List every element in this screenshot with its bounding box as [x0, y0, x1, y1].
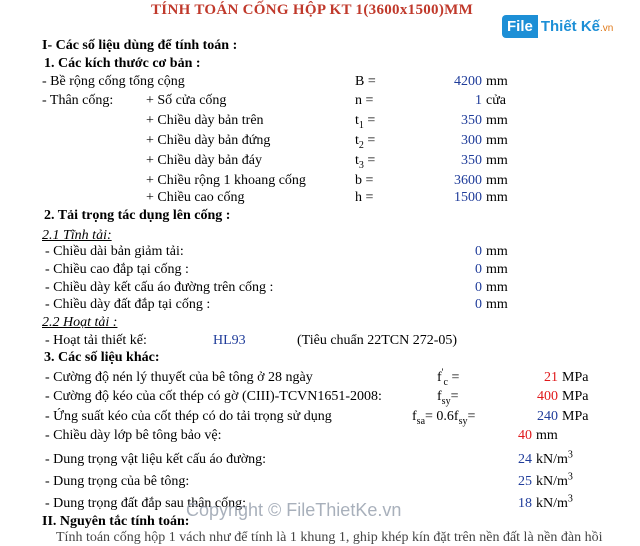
filethietke-logo — [502, 10, 613, 42]
param-label: - Dung trọng vật liệu kết cấu áo đường: — [45, 452, 267, 467]
param-label: - Dung trọng đất đắp sau thân cống: — [45, 496, 247, 511]
section-1-heading: I- Các số liệu dùng để tính toán : — [42, 38, 238, 53]
param-unit: mm — [536, 428, 558, 443]
dim-value: 1 — [475, 93, 482, 108]
static-value: 0 — [475, 244, 482, 259]
dim-unit: mm — [486, 113, 508, 128]
dim-value: 350 — [461, 153, 482, 168]
dim-symbol: $t_3$ = — [355, 153, 376, 171]
logo-name: Thiết Kế — [540, 17, 601, 35]
dim-value: 3600 — [454, 173, 482, 188]
dim-symbol: b = — [355, 173, 374, 188]
static-label: - Chiều dày kết cấu áo đường trên cống : — [45, 280, 274, 295]
dim-label: - Thân cống: — [42, 93, 114, 108]
live-load-standard: (Tiêu chuẩn 22TCN 272-05) — [297, 333, 458, 348]
dim-label-2: + Số cửa cống — [146, 93, 227, 108]
subsection-loads: 2. Tải trọng tác dụng lên cống : — [44, 208, 231, 223]
dim-value: 4200 — [454, 74, 482, 89]
dim-symbol: n = — [355, 93, 374, 108]
copyright-watermark — [186, 500, 401, 521]
dim-value: 300 — [461, 133, 482, 148]
dim-unit: mm — [486, 173, 508, 188]
param-value: 40 — [518, 428, 532, 443]
param-value: 240 — [537, 409, 558, 424]
body-text-line: Tính toán cống hộp 1 vách như để tính là 1 khung 1, ghip khép kín đặt trên nền đất là nền đàn hồi — [56, 530, 603, 545]
param-unit: $kN/m^3$ — [536, 493, 573, 511]
live-load-value: HL93 — [213, 333, 246, 348]
dim-value: 350 — [461, 113, 482, 128]
dim-unit: mm — [486, 133, 508, 148]
static-label: - Chiều dài bản giảm tải: — [45, 244, 184, 259]
dim-label-2: + Chiều dày bản trên — [146, 113, 264, 128]
logo-domain: .vn — [600, 22, 614, 34]
section-2-heading: II. Nguyên tắc tính toán: — [42, 514, 190, 529]
dim-symbol: $t_2$ = — [355, 133, 376, 151]
dim-label: - Bề rộng cống tổng cộng — [42, 74, 185, 89]
dim-unit: mm — [486, 153, 508, 168]
param-symbol: $f_{sa}= 0.6f_{sy}=$ — [412, 409, 476, 427]
dim-unit: cửa — [486, 93, 507, 108]
param-value: 400 — [537, 389, 558, 404]
param-value: 25 — [518, 474, 532, 489]
static-value: 0 — [475, 297, 482, 312]
static-label: - Chiều cao đắp tại cống : — [45, 262, 189, 277]
live-load-title: 2.2 Hoạt tải : — [42, 315, 118, 330]
param-value: 24 — [518, 452, 532, 467]
param-unit: MPa — [562, 409, 589, 424]
param-label: - Dung trọng của bê tông: — [45, 474, 190, 489]
dim-symbol: B = — [355, 74, 376, 89]
subsection-dimensions: 1. Các kích thước cơ bản : — [44, 56, 201, 71]
param-value: 21 — [544, 370, 558, 385]
static-load-title: 2.1 Tĩnh tải: — [42, 228, 112, 243]
static-unit: mm — [486, 244, 508, 259]
static-label: - Chiều dày đất đắp tại cống : — [45, 297, 211, 312]
param-value: 18 — [518, 496, 532, 511]
static-unit: mm — [486, 262, 508, 277]
param-unit: MPa — [562, 370, 589, 385]
param-symbol: $f'_c$ = — [437, 367, 460, 388]
subsection-other: 3. Các số liệu khác: — [44, 350, 160, 365]
dim-symbol: $t_1$ = — [355, 113, 376, 131]
static-value: 0 — [475, 262, 482, 277]
copyright-icon: Copyright © FileThietKe.vn — [186, 500, 402, 520]
static-unit: mm — [486, 280, 508, 295]
dim-label-2: + Chiều cao cống — [146, 190, 245, 205]
param-unit: $kN/m^3$ — [536, 471, 573, 489]
param-symbol: $f_{sy}=$ — [437, 389, 459, 407]
param-unit: MPa — [562, 389, 589, 404]
param-label: - Cường độ nén lý thuyết của bê tông ở 28 ngày — [45, 370, 313, 385]
param-label: - Cường độ kéo của cốt thép có gờ (CIII)-TCVN1651-2008: — [45, 389, 382, 404]
page-title: TÍNH TOÁN CỐNG HỘP KT 1(3600x1500)MM — [151, 2, 474, 18]
static-unit: mm — [486, 297, 508, 312]
dim-symbol: h = — [355, 190, 374, 205]
dim-unit: mm — [486, 74, 508, 89]
param-label: - Ứng suất kéo của cốt thép có do tải trọng sử dụng — [45, 409, 332, 424]
static-value: 0 — [475, 280, 482, 295]
logo-file-badge: File — [502, 15, 538, 38]
dim-unit: mm — [486, 190, 508, 205]
dim-label-2: + Chiều rộng 1 khoang cống — [146, 173, 306, 188]
dim-label-2: + Chiều dày bản đáy — [146, 153, 262, 168]
dim-value: 1500 — [454, 190, 482, 205]
live-load-label: - Hoạt tải thiết kế: — [45, 333, 147, 348]
param-unit: $kN/m^3$ — [536, 449, 573, 467]
param-label: - Chiều dày lớp bê tông bảo vệ: — [45, 428, 222, 443]
dim-label-2: + Chiều dày bản đứng — [146, 133, 271, 148]
